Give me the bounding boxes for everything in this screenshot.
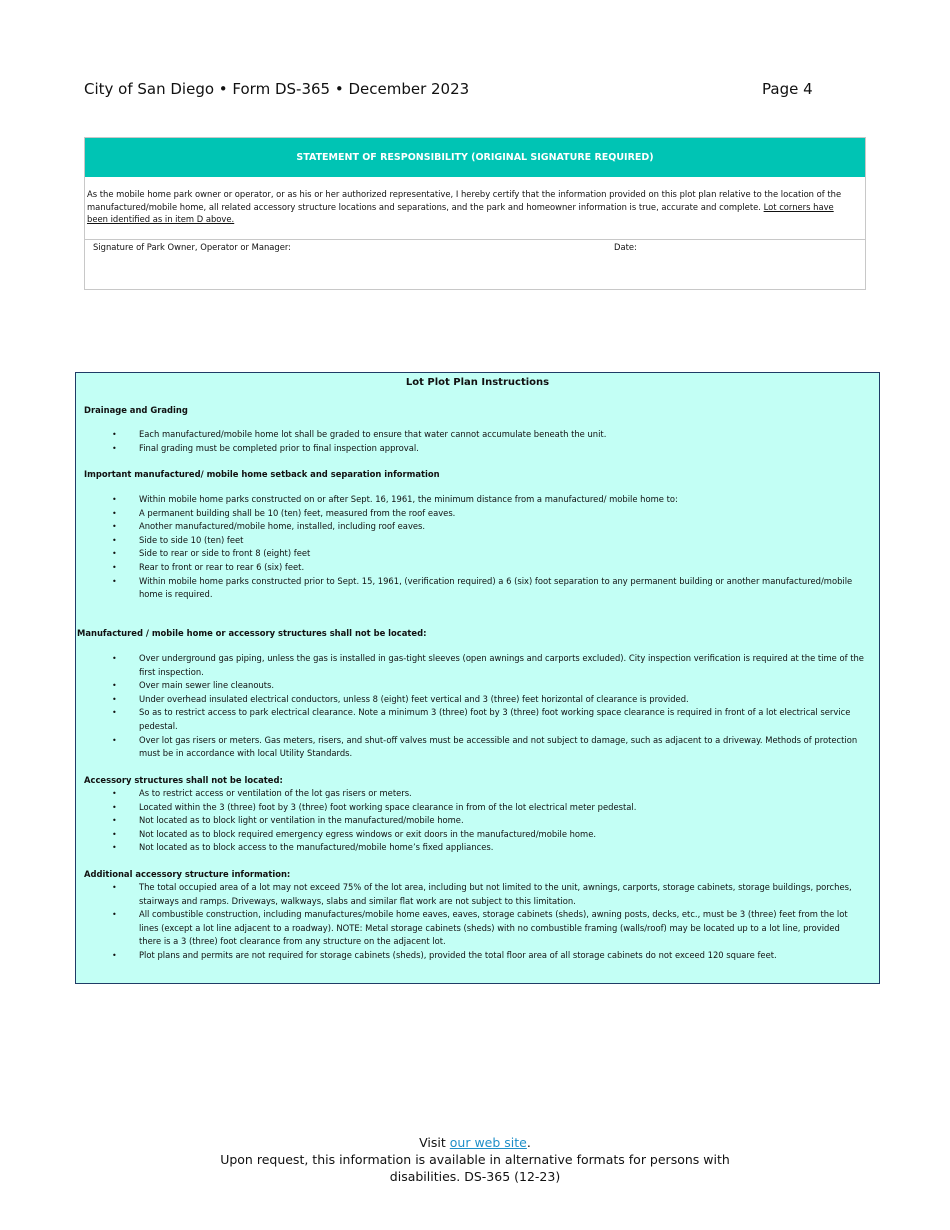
section-heading-setback: Important manufactured/ mobile home setback and separation information <box>84 469 440 479</box>
list-item: • As to restrict access or ventilation of the lot gas risers or meters. <box>76 787 876 801</box>
drainage-list <box>76 428 876 455</box>
list-item: • Each manufactured/mobile home lot shall be graded to ensure that water cannot accumulate beneath the unit. <box>76 428 876 442</box>
section-heading-accessory: Accessory structures shall not be located: <box>84 775 283 785</box>
statement-text: As the mobile home park owner or operator, or as his or her authorized representative, I hereby certify that the information provided on this plot plan relative to the location of the manufactured/mobile home, all related accessory structure locations and separations, and the park and homeowner information is true, accurate and complete. <box>87 189 842 212</box>
not-located-list <box>76 652 876 761</box>
footer-period: . <box>526 1135 531 1150</box>
list-item: • Located within the 3 (three) foot by 3 (three) foot working space clearance in from of the lot electrical meter pedestal. <box>76 801 876 815</box>
signature-label: Signature of Park Owner, Operator or Manager: <box>93 242 291 252</box>
footer-visit-line <box>0 1134 950 1151</box>
list-item: • Not located as to block access to the manufactured/mobile home’s fixed appliances. <box>76 841 876 855</box>
footer-visit-text: Visit <box>419 1135 450 1150</box>
list-item: • Side to side 10 (ten) feet <box>76 534 876 548</box>
list-item: • Over lot gas risers or meters. Gas meters, risers, and shut-off valves must be accessible and not subject to damage, such as adjacent to a driveway. Methods of protection must be in accordance with local Utility Standards. <box>76 734 876 761</box>
list-item: • All combustible construction, including manufactures/mobile home eaves, eaves, storage cabinets (sheds), awning posts, decks, etc., must be 3 (three) feet from the lot lines (except a lot line adjacent to a roadway). NOTE: Metal storage cabinets (sheds) with no combustible framing (walls/roof) may be located up to a lot line, provided there is a 3 (three) foot clearance from any structure on the adjacent lot. <box>76 908 876 949</box>
list-item: • Another manufactured/mobile home, installed, including roof eaves. <box>76 520 876 534</box>
list-item: • So as to restrict access to park electrical clearance. Note a minimum 3 (three) foot by 3 (three) foot working space clearance is required in front of a lot electrical service pedestal. <box>76 706 876 733</box>
section-heading-additional: Additional accessory structure information: <box>84 869 291 879</box>
section-heading-not-located: Manufactured / mobile home or accessory structures shall not be located: <box>77 628 427 638</box>
list-item: • Over underground gas piping, unless the gas is installed in gas-tight sleeves (open awnings and carports excluded). City inspection verification is required at the time of the first inspection. <box>76 652 876 679</box>
page-number: Page 4 <box>762 80 813 98</box>
list-item: • The total occupied area of a lot may not exceed 75% of the lot area, including but not limited to the unit, awnings, carports, storage cabinets, storage buildings, porches, stairways and ramps. Driveways, walkways, slabs and similar flat work are not subject to this limitation. <box>76 881 876 908</box>
list-item: • Rear to front or rear to rear 6 (six) feet. <box>76 561 876 575</box>
list-item: • Within mobile home parks constructed prior to Sept. 15, 1961, (verification required) a 6 (six) foot separation to any permanent building or another manufactured/mobile home is required. <box>76 575 876 602</box>
accessory-list <box>76 787 876 855</box>
page-footer <box>0 1134 950 1185</box>
list-item: • Final grading must be completed prior to final inspection approval. <box>76 442 876 456</box>
list-item: • Not located as to block required emergency egress windows or exit doors in the manufactured/mobile home. <box>76 828 876 842</box>
additional-list <box>76 881 876 963</box>
list-item: • Not located as to block light or ventilation in the manufactured/mobile home. <box>76 814 876 828</box>
lot-plot-plan-instructions <box>75 372 880 984</box>
page-header-title: City of San Diego • Form DS-365 • December 2023 <box>84 80 470 98</box>
instructions-title: Lot Plot Plan Instructions <box>405 377 550 388</box>
list-item: • Under overhead insulated electrical conductors, unless 8 (eight) feet vertical and 3 (three) feet horizontal of clearance is provided. <box>76 693 876 707</box>
web-site-link[interactable]: our web site <box>449 1135 527 1150</box>
list-item: • Side to rear or side to front 8 (eight) feet <box>76 547 876 561</box>
footer-accessibility-line: Upon request, this information is available in alternative formats for persons with <box>220 1152 730 1167</box>
list-item: • A permanent building shall be 10 (ten) feet, measured from the roof eaves. <box>76 507 876 521</box>
footer-form-id: disabilities. DS-365 (12-23) <box>389 1169 561 1184</box>
section-heading-drainage: Drainage and Grading <box>84 405 188 415</box>
list-item: • Within mobile home parks constructed on or after Sept. 16, 1961, the minimum distance from a manufactured/ mobile home to: <box>76 493 876 507</box>
statement-underlined-text: Lot corners have been identified as in item D above. <box>87 201 834 224</box>
statement-title: STATEMENT OF RESPONSIBILITY (ORIGINAL SIGNATURE REQUIRED) <box>85 138 865 177</box>
statement-body <box>85 177 865 240</box>
list-item: • Over main sewer line cleanouts. <box>76 679 876 693</box>
list-item: • Plot plans and permits are not required for storage cabinets (sheds), provided the total floor area of all storage cabinets do not exceed 120 square feet. <box>76 949 876 963</box>
statement-of-responsibility <box>84 137 866 290</box>
setback-list <box>76 493 876 602</box>
date-label: Date: <box>614 242 637 252</box>
